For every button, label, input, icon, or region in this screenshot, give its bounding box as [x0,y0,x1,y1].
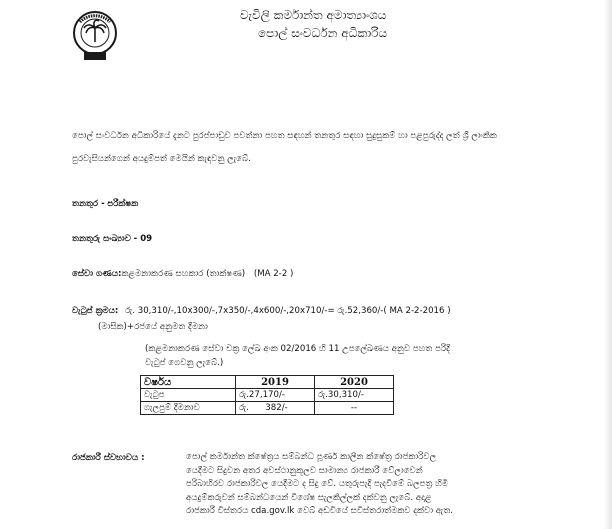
salary-table [140,375,394,415]
table-header-row [141,376,394,389]
table-cell: -- [315,402,394,415]
duties-line: රාජකාරී විස්තරය cda.gov.lk වෙබ් අඩවියේ සවිස්තරාත්මකව දක්වා ඇත. [186,506,453,516]
table-row [141,389,394,402]
service-value: කළමනාකරණ සහකාර (තාක්ෂණ) [121,269,246,279]
service-code: (MA 2-2 ) [253,269,294,279]
table-header-year: වර්ෂය [141,376,236,389]
salary-row [72,306,451,316]
salary-scale: රු. 30,310/-,10x300/-,7x350/-,4x600/-,20x710/-= රු.52,360/-( MA 2-2-2016 ) [125,306,451,316]
salary-scale-note: (මාසික)+රජයේ අනුමත දීමනා [98,322,208,332]
circular-note-2: වැටුප් ගෙවනු ලැබේ.) [145,358,224,368]
table-cell: වැටුප [141,389,236,402]
intro-paragraph: පොල් සංවර්ධන අධිකාරියේ දැනට පුරප්පාඩුව පවත්නා පහත සඳහන් තනතුර සඳහා සුදුසුකම් හා පළපුරුද්ද ලත් ශ්‍රී ලාංකික පුරවැසියන්ගෙන් අයදුම්පත් මෙයින් කැඳවනු ලැබේ. [72,131,497,164]
salary-label: වැටුප් ක්‍රමය: [72,306,119,316]
table-cell: රු.27,170/- [236,389,315,402]
duties-line: පොල් කර්මාන්ත ක්ෂේත්‍රය සම්බන්ධ පූර්ණ කාලීන ක්ෂේත්‍ර රාජකාරිවල [186,452,437,462]
duties-line: පරිබාහිරව රාජකාරිවල යෙදීමට ද සිදු වේ. යතුරුපැදි පැදවීමේ බලපත්‍ර හිමි [186,479,449,489]
table-row [141,402,394,415]
duties-line: යෙදීමට සිදුවන අතර අවස්ථානුකූලව සාමාන්‍ය රාජකාරී වේලාවෙන් [186,465,423,476]
table-cell: ගැලපුම් දීමනාව [141,402,236,415]
table-cell: රු. 382/- [236,402,315,415]
ministry-name: වැවිලි කර්මාන්ත අමාත්‍යාංශය [240,8,387,22]
post-count-label: තනතුරු සංඛ්‍යාව [72,234,131,244]
page-edge-shadow [604,0,612,529]
circular-note-1: (කළමනාකරණ සේවා චක්‍ර ලේඛ අංක 02/2016 හි 11 උපලේඛණය අනුව පහත පරිදි [145,344,450,354]
duties-line: අයදුම්කරුවන් සම්බන්ධයෙන් විශේෂ සැලකිල්ලක් දක්වනු ලැබේ. අදාළ [186,492,432,503]
post-count-row [72,234,152,244]
duties-paragraph [186,451,546,519]
post-count-value: - 09 [133,234,153,244]
table-cell: රු.30,310/- [315,389,394,402]
post-value: පරීක්ෂක [107,199,139,209]
post-row [72,199,138,209]
duties-label: රාජකාරී ස්වභාවය : [72,453,145,463]
coconut-authority-seal-icon [72,10,118,62]
service-row [72,269,293,279]
post-label: තනතුර - [72,199,105,209]
table-header-2020: 2020 [315,376,394,389]
authority-name: පොල් සංවර්ධන අධිකාරිය [258,26,388,40]
table-header-2019: 2019 [236,376,315,389]
service-label: සේවා ගණය: [72,269,122,279]
